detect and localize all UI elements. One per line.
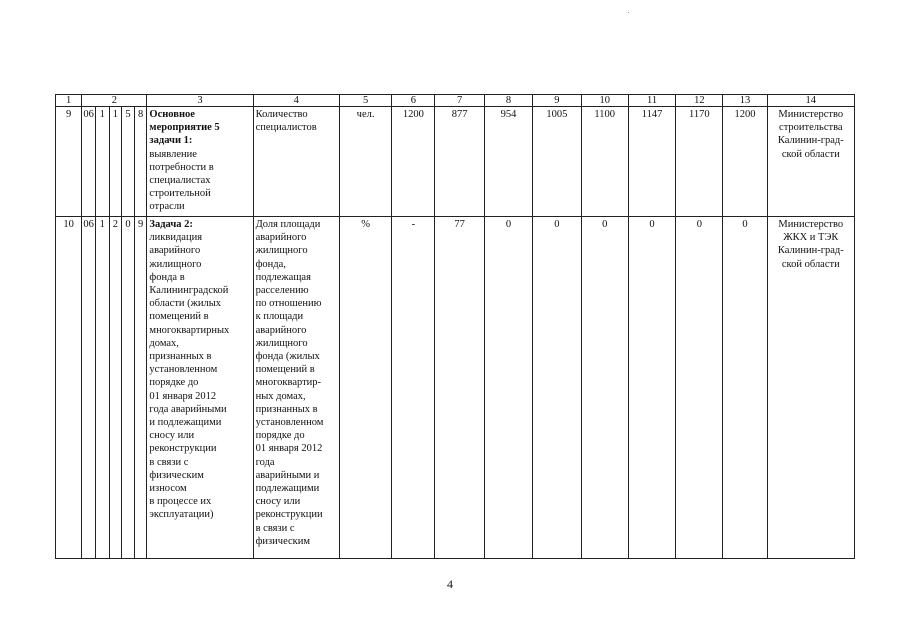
value-cell: 0 bbox=[484, 217, 532, 559]
code-cell: 2 bbox=[109, 217, 122, 559]
task-title: Задача 2: bbox=[149, 219, 193, 230]
value-cell: 954 bbox=[484, 107, 532, 217]
table-row bbox=[56, 107, 855, 217]
table-row bbox=[56, 217, 855, 559]
header-cell: 1 bbox=[56, 95, 82, 107]
responsible-org-cell: Министерство строительства Калинин-град- ской области bbox=[767, 107, 854, 217]
unit-cell: % bbox=[339, 217, 392, 559]
value-cell: 1170 bbox=[676, 107, 723, 217]
indicator-cell: Доля площади аварийного жилищного фонда, подлежащая расселению по отношению к площади аварийного жилищного фонда (жилых помещений в многоквартир- ных домах, признанных в установленном порядке до 01 января 2012 года аварийными и подлежащими сносу или реконструкции в связи с физическим bbox=[253, 217, 339, 559]
code-cell: 1 bbox=[109, 107, 122, 217]
scan-speck bbox=[628, 12, 629, 13]
value-cell: 0 bbox=[533, 217, 581, 559]
header-cell: 10 bbox=[581, 95, 628, 107]
task-cell bbox=[147, 217, 253, 559]
code-cell: 5 bbox=[122, 107, 135, 217]
responsible-org-cell: Министерство ЖКХ и ТЭК Калинин-град- ской области bbox=[767, 217, 854, 559]
value-cell: 1147 bbox=[628, 107, 675, 217]
code-cell: 06 bbox=[82, 217, 96, 559]
header-cell: 13 bbox=[723, 95, 767, 107]
page-number: 4 bbox=[447, 577, 453, 591]
code-cell: 8 bbox=[134, 107, 147, 217]
activity-cell bbox=[147, 107, 253, 217]
header-row bbox=[56, 95, 855, 107]
code-cell: 1 bbox=[95, 217, 109, 559]
header-cell: 2 bbox=[82, 95, 147, 107]
header-cell: 3 bbox=[147, 95, 253, 107]
value-cell: 877 bbox=[435, 107, 484, 217]
header-cell: 7 bbox=[435, 95, 484, 107]
header-cell: 12 bbox=[676, 95, 723, 107]
row-number: 9 bbox=[56, 107, 82, 217]
value-cell: 77 bbox=[435, 217, 484, 559]
code-cell: 1 bbox=[95, 107, 109, 217]
code-cell: 0 bbox=[122, 217, 135, 559]
value-cell: 1005 bbox=[533, 107, 581, 217]
header-cell: 4 bbox=[253, 95, 339, 107]
code-cell: 06 bbox=[82, 107, 96, 217]
value-cell: - bbox=[392, 217, 435, 559]
task-description: ликвидация аварийного жилищного фонда в Калининградской области (жилых помещений в многоквартирных домах, признанных в установленном порядке до 01 января 2012 года аварийными и подлежащими сносу или реконструкции в связи с физическим износом в процессе их эксплуатации) bbox=[149, 232, 230, 521]
activity-description: выявление потребности в специалистах строительной отрасли bbox=[149, 148, 214, 213]
value-cell: 0 bbox=[723, 217, 767, 559]
value-cell: 0 bbox=[581, 217, 628, 559]
unit-cell: чел. bbox=[339, 107, 392, 217]
program-indicators-table bbox=[55, 94, 855, 559]
header-cell: 14 bbox=[767, 95, 854, 107]
value-cell: 0 bbox=[676, 217, 723, 559]
value-cell: 1100 bbox=[581, 107, 628, 217]
value-cell: 1200 bbox=[723, 107, 767, 217]
indicator-cell: Количество специалистов bbox=[253, 107, 339, 217]
header-cell: 5 bbox=[339, 95, 392, 107]
activity-title: Основное мероприятие 5 задачи 1: bbox=[149, 109, 220, 147]
row-number: 10 bbox=[56, 217, 82, 559]
header-cell: 11 bbox=[628, 95, 675, 107]
code-cell: 9 bbox=[134, 217, 147, 559]
value-cell: 1200 bbox=[392, 107, 435, 217]
value-cell: 0 bbox=[628, 217, 675, 559]
header-cell: 8 bbox=[484, 95, 532, 107]
header-cell: 6 bbox=[392, 95, 435, 107]
header-cell: 9 bbox=[533, 95, 581, 107]
